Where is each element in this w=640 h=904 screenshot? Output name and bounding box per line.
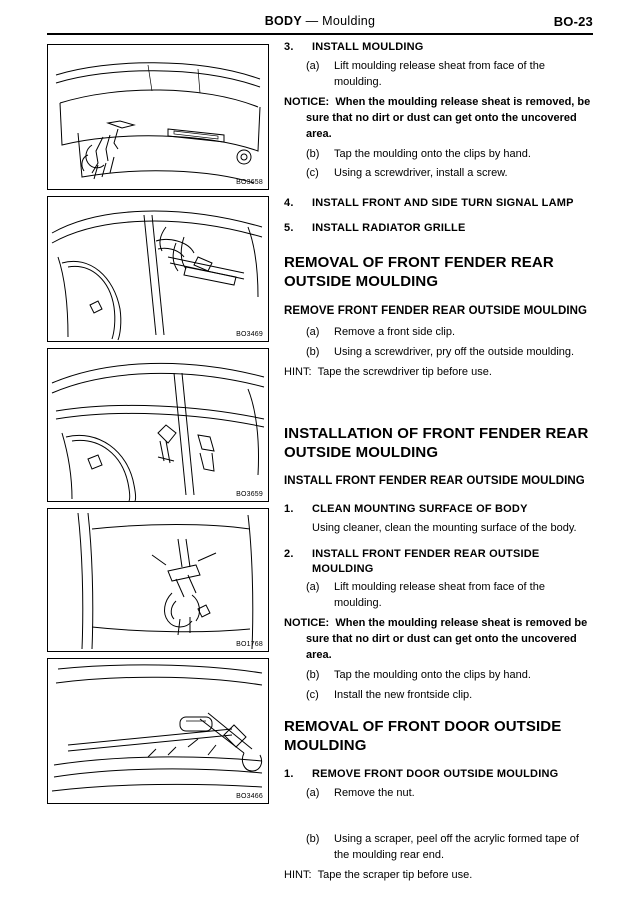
step-3-notice-label: NOTICE: [284, 95, 330, 108]
removal-fender-item-a [284, 325, 594, 341]
figure-4-artwork [48, 509, 268, 651]
removal-fender-item-a-text: Remove a front side clip. [334, 326, 456, 339]
installation-fender-item-c [284, 688, 594, 704]
header-title [265, 14, 376, 28]
installation-fender-sub-title: INSTALL FRONT FENDER REAR OUTSIDE MOULDING [284, 475, 585, 488]
installation-fender-item-c-label: (c) [306, 689, 319, 702]
installation-fender-item-b-text: Tap the moulding onto the clips by hand. [334, 669, 531, 682]
figure-door-moulding-scraper [47, 658, 269, 804]
installation-fender-step-1-number: 1. [284, 502, 294, 515]
figure-3-artwork [48, 349, 268, 501]
step-5-heading [284, 221, 594, 236]
figure-fender-removal [47, 196, 269, 342]
installation-fender-item-a-label: (a) [306, 581, 320, 594]
removal-fender-hint-label: HINT: [284, 365, 312, 378]
removal-fender-item-b-label: (b) [306, 346, 320, 359]
installation-fender-item-c-text: Install the new frontside clip. [334, 689, 473, 702]
removal-fender-item-b-text: Using a screwdriver, pry off the outside moulding. [334, 346, 575, 359]
removal-door-item-b-label: (b) [306, 833, 320, 846]
header-title-separator: — [305, 14, 319, 28]
step-3-number: 3. [284, 41, 294, 53]
removal-door-item-b [284, 832, 594, 864]
step-3-heading [284, 40, 594, 55]
figure-code: BO3469 [236, 331, 263, 338]
removal-door-step-1-heading [284, 767, 594, 782]
step-3-notice [284, 95, 594, 143]
removal-fender-item-b [284, 345, 594, 361]
removal-fender-section-title: REMOVAL OF FRONT FENDER REAR OUTSIDE MOULDING [284, 254, 554, 290]
step-4-title: INSTALL FRONT AND SIDE TURN SIGNAL LAMP [312, 197, 574, 210]
block-installation-fender [284, 425, 594, 704]
step-3-notice-text: When the moulding release sheat is removed, be sure that no dirt or dust can get onto the uncovered area. [306, 95, 591, 140]
step-5-title: INSTALL RADIATOR GRILLE [312, 222, 466, 235]
step-3-item-c [284, 166, 594, 182]
installation-fender-notice [284, 616, 594, 664]
block-step-3 [284, 40, 594, 182]
removal-door-item-b-text: Using a scraper, peel off the acrylic formed tape of the moulding rear end. [334, 833, 579, 862]
step-3-item-a-label: (a) [306, 59, 320, 72]
step-3-item-c-text: Using a screwdriver, install a screw. [334, 167, 508, 180]
step-3-item-b-text: Tap the moulding onto the clips by hand. [334, 147, 531, 160]
removal-door-item-a [284, 786, 594, 802]
figure-2-artwork [48, 197, 268, 341]
installation-fender-section-title: INSTALLATION OF FRONT FENDER REAR OUTSIDE MOULDING [284, 424, 589, 461]
step-3-item-c-label: (c) [306, 167, 319, 180]
removal-door-step-1-number: 1. [284, 768, 294, 781]
removal-fender-sub-title: REMOVE FRONT FENDER REAR OUTSIDE MOULDING [284, 304, 588, 317]
figure-code: BO1768 [236, 641, 263, 648]
removal-door-item-a-label: (a) [306, 787, 320, 800]
removal-door-section-title: REMOVAL OF FRONT DOOR OUTSIDE MOULDING [284, 717, 562, 754]
installation-fender-item-b-label: (b) [306, 669, 320, 682]
block-removal-fender [284, 254, 594, 381]
installation-fender-step-2-number: 2. [284, 547, 294, 560]
removal-door-hint-text: Tape the scraper tip before use. [317, 869, 473, 882]
figure-code: BO3659 [236, 491, 263, 498]
installation-fender-item-a-text: Lift moulding release sheat from face of the moulding. [334, 581, 545, 610]
figure-moulding-install [47, 44, 269, 190]
step-4-number: 4. [284, 197, 294, 210]
step-3-title: INSTALL MOULDING [312, 41, 424, 53]
block-removal-door [284, 718, 594, 884]
step-3-item-a [284, 59, 594, 91]
figure-code: BO3658 [236, 179, 263, 186]
page-number: BO-23 [553, 14, 593, 29]
installation-fender-notice-text: When the moulding release sheat is removed be sure that no dirt or dust can get onto the uncovered area. [306, 617, 588, 662]
header-title-sub: Moulding [322, 14, 376, 28]
figure-code: BO3466 [236, 793, 263, 800]
installation-fender-item-a [284, 580, 594, 612]
step-4-heading [284, 196, 594, 211]
installation-fender-step-1-text: Using cleaner, clean the mounting surface of the body. [312, 521, 577, 534]
removal-fender-hint [284, 365, 594, 381]
figure-5-artwork [48, 659, 268, 803]
removal-door-hint-label: HINT: [284, 869, 312, 882]
removal-door-item-a-text: Remove the nut. [334, 787, 415, 800]
installation-fender-notice-label: NOTICE: [284, 617, 330, 630]
figure-remove-nut [47, 508, 269, 652]
header-divider [47, 33, 593, 35]
figure-1-artwork [48, 45, 268, 189]
step-3-item-a-text: Lift moulding release sheat from face of the moulding. [334, 59, 545, 88]
step-3-item-b [284, 147, 594, 163]
removal-door-step-1-title: REMOVE FRONT DOOR OUTSIDE MOULDING [312, 768, 559, 781]
block-step-5 [284, 221, 594, 236]
step-5-number: 5. [284, 222, 294, 235]
text-column [284, 40, 594, 888]
installation-fender-item-b [284, 668, 594, 684]
removal-door-hint [284, 868, 594, 884]
installation-fender-step-2-heading [284, 547, 594, 577]
step-3-item-b-label: (b) [306, 147, 320, 160]
block-step-4 [284, 196, 594, 211]
installation-fender-step-2-title: INSTALL FRONT FENDER REAR OUTSIDE MOULDING [312, 547, 540, 575]
figure-fender-installation [47, 348, 269, 502]
installation-fender-step-1-title: CLEAN MOUNTING SURFACE OF BODY [312, 502, 528, 515]
removal-fender-item-a-label: (a) [306, 326, 320, 339]
header-title-main: BODY [264, 14, 302, 28]
removal-fender-hint-text: Tape the screwdriver tip before use. [317, 365, 492, 378]
installation-fender-step-1-heading [284, 502, 594, 517]
